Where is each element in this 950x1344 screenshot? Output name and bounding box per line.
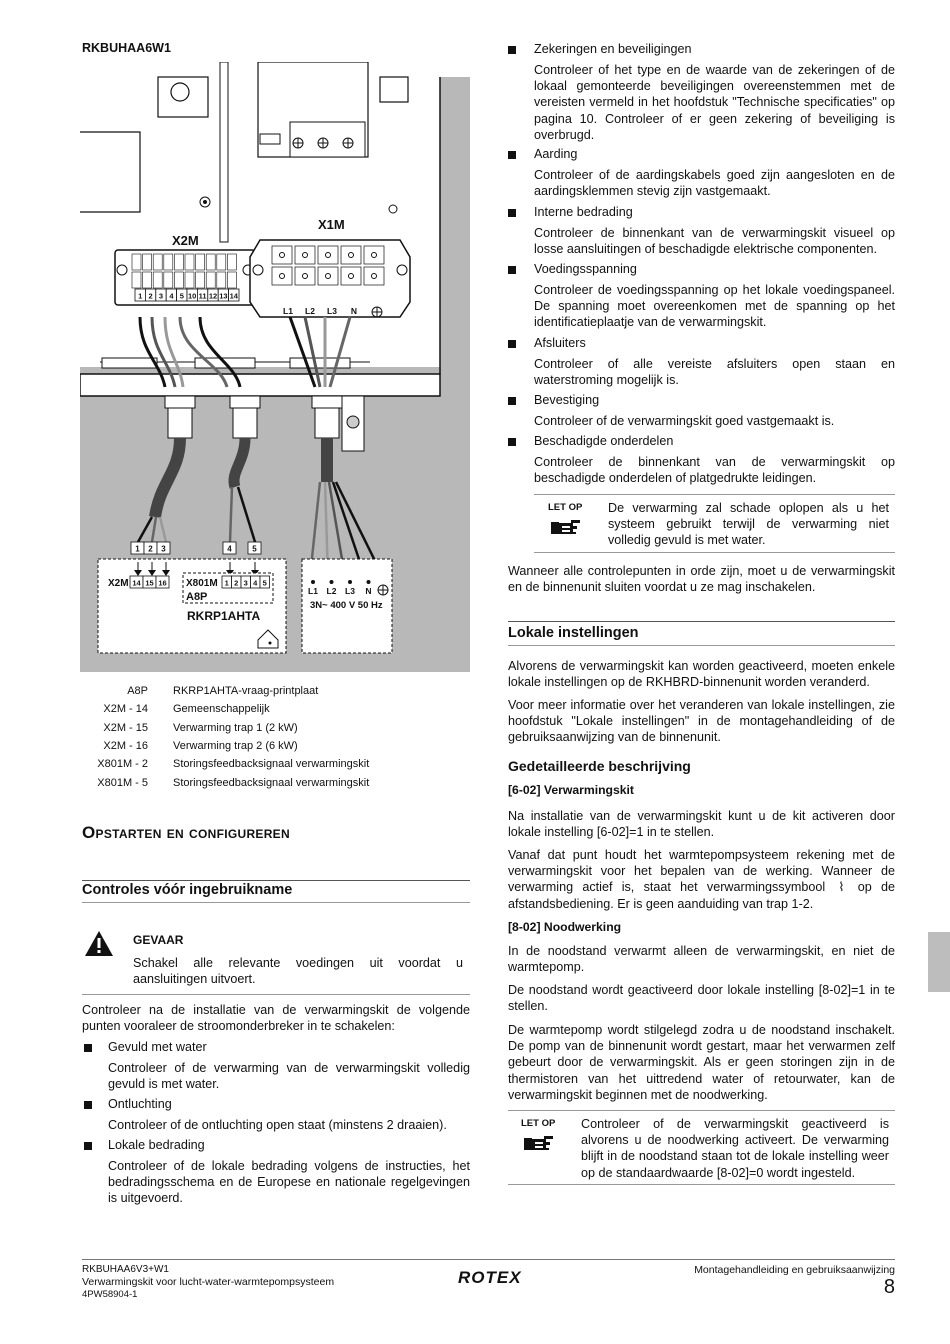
terminal-slot <box>364 267 384 285</box>
pointing-hand-icon <box>524 1133 554 1153</box>
x1m-label: X1M <box>318 217 345 232</box>
danger-title: GEVAAR <box>133 933 184 947</box>
legend-key: X801M - 2 <box>97 758 148 771</box>
terminal-label: 13 <box>219 291 228 301</box>
supply-spec: 3N~ 400 V 50 Hz <box>310 600 383 611</box>
x2m-label: X2M <box>172 233 199 248</box>
legend-key: X2M - 15 <box>103 721 148 734</box>
supply-terminal-dot <box>330 580 334 584</box>
item-title: Beschadigde onderdelen <box>534 434 674 448</box>
item-text: Controleer of de aardingskabels goed zijn aangesloten en de aardingsklemmen stevig zijn vastgemaakt. <box>534 168 895 199</box>
note1-label: LET OP <box>548 502 583 513</box>
terminal-label: 2 <box>148 291 153 301</box>
terminal-label: 3 <box>243 578 248 588</box>
supply-terminal-label: N <box>365 586 372 596</box>
section-title-detail: Gedetailleerde beschrijving <box>508 758 691 774</box>
board-x801m-label: X801M <box>186 578 218 589</box>
terminal-label: 1 <box>224 578 229 588</box>
terminal-slot <box>196 254 205 270</box>
terminal-slot <box>318 267 338 285</box>
section-title-lokale: Lokale instellingen <box>508 625 639 641</box>
s802-p2: De noodstand wordt geactiveerd door lokale instelling [8-02]=1 in te stellen. <box>508 983 895 1014</box>
terminal-label: 5 <box>262 578 267 588</box>
terminal-label: 12 <box>208 291 218 301</box>
terminal-label: L1 <box>283 306 293 316</box>
terminal-slot <box>185 272 194 288</box>
terminal-slot <box>132 254 141 270</box>
section-title-controles: Controles vóór ingebruikname <box>82 882 293 898</box>
checklist-intro: Controleer na de installatie van de verwarmingskit de volgende punten vooraleer de stroomonderbreker in te schakelen: <box>82 1003 470 1034</box>
terminal-label: L3 <box>327 306 337 316</box>
note2-label: LET OP <box>521 1118 556 1129</box>
terminal-slot <box>272 246 292 264</box>
terminal-slot <box>196 272 205 288</box>
wire-tag-label: 5 <box>252 544 257 554</box>
heater-symbol-icon: ⌇ <box>838 880 845 895</box>
terminal-label: 14 <box>229 291 238 301</box>
pointing-hand-icon <box>551 517 581 537</box>
terminal-label: 3 <box>158 291 164 301</box>
terminal-slot <box>217 254 226 270</box>
board-x2m-label: X2M <box>108 578 129 589</box>
s802-title: [8-02] Noodwerking <box>508 920 622 934</box>
header-model: RKBUHAA6W1 <box>82 41 171 55</box>
legend-value: Verwarming trap 2 (6 kW) <box>173 739 298 752</box>
item-text: Controleer of de ontluchting open staat (minstens 2 draaien). <box>108 1118 447 1132</box>
chapter-tab <box>928 932 950 992</box>
terminal-slot <box>227 272 236 288</box>
footer-line1: RKBUHAA6V3+W1 <box>82 1264 169 1275</box>
item-title: Gevuld met water <box>108 1040 207 1054</box>
item-text: Controleer de voedingsspanning op het lokale voedingspaneel. De spanning moet overeenkomen met de spanning op het identificatieplaatje van de verwarmingskit. <box>534 283 895 330</box>
terminal-slot <box>272 267 292 285</box>
terminal-label: 4 <box>253 578 258 588</box>
item-text: Controleer de binnenkant van de verwarmingskit op beschadigde onderdelen of platgedrukte leidingen. <box>534 455 895 486</box>
terminal-slot <box>164 272 173 288</box>
legend-value: Gemeenschappelijk <box>173 703 270 716</box>
terminal-label: N <box>350 306 358 316</box>
terminal-slot <box>364 246 384 264</box>
wiring-diagram <box>80 62 472 676</box>
supply-terminal-dot <box>367 580 371 584</box>
s802-p3: De warmtepomp wordt stilgelegd zodra u de noodstand inschakelt. De pomp van de binnenunit wordt gestart, maar het verwarmen zelf gebeurt door de verwarmingskit. Als er geen storingen zijn in de thermistoren van het uittredend water of retourwater, kan de verwarmingskit beginnen met de noodwerking. <box>508 1023 895 1102</box>
terminal-label: L2 <box>305 306 315 316</box>
legend-key: A8P <box>127 685 148 697</box>
supply-terminal-label: L2 <box>326 586 337 596</box>
wire-tag-label: 4 <box>227 544 232 554</box>
terminal-slot <box>174 272 183 288</box>
local-p2: Voor meer informatie over het veranderen van lokale instellingen, zie hoofdstuk "Lokale instellingen" in de montagehandleiding of de gebruiksaanwijzing van de binnenunit. <box>508 698 895 745</box>
item-text: Controleer of de verwarming van de verwarmingskit volledig gevuld is met water. <box>108 1061 470 1092</box>
supply-terminal-label: L3 <box>345 586 355 596</box>
item-title: Lokale bedrading <box>108 1138 205 1152</box>
item-title: Interne bedrading <box>534 205 633 219</box>
terminal-label: 3 <box>161 544 166 554</box>
terminal-slot <box>341 246 361 264</box>
terminal-label: 10 <box>188 291 197 301</box>
supply-terminal-dot <box>348 580 352 584</box>
item-title: Afsluiters <box>534 336 586 350</box>
note2-text: Controleer of de verwarmingskit geactiveerd is alvorens u de noodwerking activeert. De verwarming blijft in de noodstand staan tot de lokale instelling weer op de standaardwaarde [8-02]=0 wordt ingesteld. <box>581 1117 889 1180</box>
legend <box>80 684 470 794</box>
terminal-slot <box>143 272 152 288</box>
terminal-label: 2 <box>148 544 153 554</box>
item-title: Bevestiging <box>534 393 600 407</box>
chapter-title: Opstarten en configureren <box>82 823 290 842</box>
item-text: Controleer de binnenkant van de verwarmingskit visueel op losse aansluitingen of beschadigde elektrische componenten. <box>534 226 895 257</box>
terminal-label: 4 <box>169 291 174 301</box>
legend-key: X801M - 5 <box>97 776 148 789</box>
item-text: Controleer of de verwarmingskit goed vastgemaakt is. <box>534 414 835 428</box>
board-name-label: RKRP1AHTA <box>187 609 261 623</box>
note1-text: De verwarming zal schade oplopen als u het systeem gebruikt terwijl de verwarming niet volledig gevuld is met water. <box>608 501 889 548</box>
supply-terminal-label: L1 <box>308 586 318 596</box>
terminal-label: 11 <box>198 291 207 301</box>
terminal-label: 15 <box>145 578 154 588</box>
item-title: Ontluchting <box>108 1097 172 1111</box>
item-text: Controleer of het type en de waarde van de zekeringen of de lokaal gemonteerde beveiligingen overeenstemmen met de vereisten vermeld in het hoofdstuk "Technische specificaties" op pagina 10. Controleer of er geen zekering of beveiliging is overbrugd. <box>534 63 895 142</box>
legend-value: Verwarming trap 1 (2 kW) <box>173 721 298 734</box>
terminal-label: 5 <box>179 291 184 301</box>
footer-manual: Montagehandleiding en gebruiksaanwijzing <box>694 1264 895 1276</box>
board-a8p-label: A8P <box>186 591 208 603</box>
brand-logo: ROTEX <box>458 1268 522 1287</box>
terminal-slot <box>143 254 152 270</box>
s802-p1: In de noodstand verwarmt alleen de verwarmingskit, en niet de warmtepomp. <box>508 944 895 975</box>
terminal-slot <box>318 246 338 264</box>
terminal-slot <box>227 254 236 270</box>
item-text: Controleer of alle vereiste afsluiters open staan en waterstroming mogelijk is. <box>534 357 895 388</box>
terminal-label: 1 <box>138 291 143 301</box>
terminal-slot <box>185 254 194 270</box>
terminal-slot <box>132 272 141 288</box>
item-title: Zekeringen en beveiligingen <box>534 42 692 56</box>
s602-p1: Na installatie van de verwarmingskit kunt u de kit activeren door lokale instelling [6-02]=1 in te stellen. <box>508 809 895 840</box>
after-note: Wanneer alle controlepunten in orde zijn, moet u de verwarmingskit en de binnenunit sluiten voordat u ze mag inschakelen. <box>508 564 895 595</box>
terminal-label: 1 <box>135 544 140 554</box>
terminal-slot <box>153 254 162 270</box>
terminal-slot <box>295 267 315 285</box>
item-title: Voedingsspanning <box>534 262 637 276</box>
legend-value: Storingsfeedbacksignaal verwarmingskit <box>173 758 370 771</box>
terminal-slot <box>153 272 162 288</box>
terminal-slot <box>295 246 315 264</box>
terminal-slot <box>206 254 215 270</box>
terminal-slot <box>341 267 361 285</box>
supply-terminal-dot <box>311 580 315 584</box>
footer-line2: Verwarmingskit voor lucht-water-warmtepompsysteem <box>82 1276 335 1288</box>
legend-value: RKRP1AHTA-vraag-printplaat <box>173 685 319 697</box>
s602-p2: Vanaf dat punt houdt het warmtepompsysteem rekening met de verwarmingskit voor het bepalen van de werking. Wanneer de verwarming actief is, staat het verwarmingssymbool ⌇ op de afstandsbediening. Er is geen aanduiding van trap 1-2. <box>508 848 895 911</box>
danger-text: Schakel alle relevante voedingen uit voordat u aansluitingen uitvoert. <box>133 956 463 987</box>
local-p1: Alvorens de verwarmingskit kan worden geactiveerd, moeten enkele lokale instellingen op de RKHBRD-binnenunit worden veranderd. <box>508 659 895 690</box>
terminal-slot <box>164 254 173 270</box>
legend-value: Storingsfeedbacksignaal verwarmingskit <box>173 776 370 789</box>
page-number: 8 <box>883 1276 895 1298</box>
terminal-slot <box>217 272 226 288</box>
terminal-label: 16 <box>158 578 167 588</box>
footer-line3: 4PW58904-1 <box>82 1289 138 1300</box>
warning-icon <box>84 930 114 957</box>
item-title: Aarding <box>534 147 578 161</box>
legend-key: X2M - 14 <box>103 703 148 716</box>
legend-key: X2M - 16 <box>103 739 148 752</box>
item-text: Controleer of de lokale bedrading volgens de instructies, het bedradingsschema en de Europese en nationale regelgevingen is uitgevoerd. <box>108 1159 470 1206</box>
terminal-slot <box>174 254 183 270</box>
s602-title: [6-02] Verwarmingskit <box>508 783 634 797</box>
terminal-slot <box>206 272 215 288</box>
terminal-label: 14 <box>132 578 141 588</box>
terminal-label: 2 <box>234 578 239 588</box>
